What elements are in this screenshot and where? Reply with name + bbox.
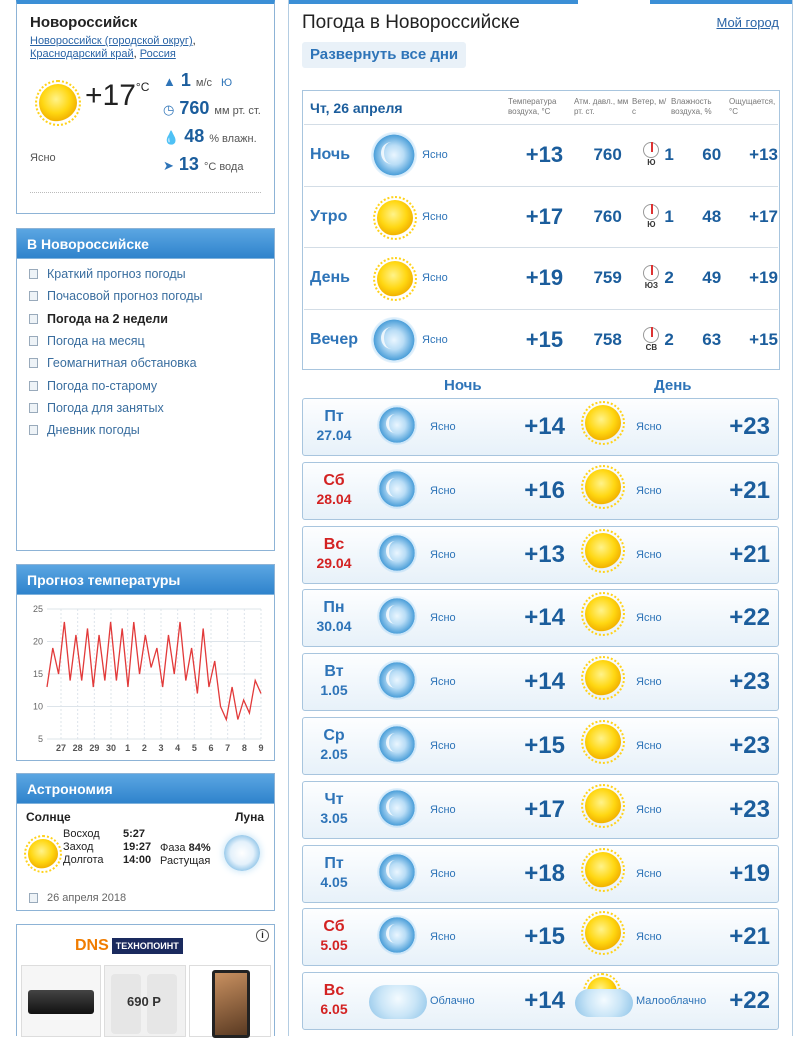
night-temp: +15 [524, 923, 565, 951]
fish-icon: ➤ [163, 158, 174, 173]
period-icon-wrap [369, 192, 416, 242]
wind-dir: Ю [647, 219, 656, 229]
astronomy-title: Астрономия [17, 774, 274, 804]
period-icon-wrap [369, 253, 416, 303]
wind-speed: 2 [664, 268, 674, 287]
night-desc: Ясно [430, 421, 456, 433]
x-tick-label: 3 [158, 743, 164, 753]
col-feels: Ощущается, °С [729, 97, 776, 116]
page-icon [29, 314, 38, 324]
ad-logo [75, 937, 183, 955]
city-menu-item-label: Почасовой прогноз погоды [47, 289, 203, 304]
moon-phase [160, 842, 211, 868]
moon-label: Луна [234, 810, 264, 824]
page-icon [29, 358, 38, 368]
period-wind [622, 265, 674, 291]
x-tick-label: 8 [241, 743, 247, 753]
forecast-day-row[interactable] [302, 589, 779, 647]
phase-label: Фаза [160, 842, 186, 854]
wind-unit: м/с [195, 77, 213, 89]
period-pressure: 760 [593, 145, 622, 164]
period-wind [622, 142, 674, 168]
wind-line [163, 70, 232, 91]
wind-arrow-icon: ▲ [163, 74, 176, 89]
period-temp: +15 [525, 326, 564, 352]
page-icon [29, 291, 38, 301]
moon-icon [377, 660, 417, 700]
y-tick-label: 5 [37, 734, 43, 744]
period-pressure: 760 [593, 206, 622, 226]
temp-chart-card [16, 564, 275, 761]
wind-dir: Ю [647, 158, 656, 167]
moon-icon [371, 317, 417, 363]
pressure-line [163, 98, 261, 119]
ad-banner[interactable] [16, 924, 275, 1036]
weekday: Сб [323, 471, 345, 489]
weekday: Вс [323, 535, 345, 553]
night-desc: Ясно [430, 484, 456, 497]
night-desc: Ясно [430, 803, 456, 816]
city-menu-item[interactable] [17, 308, 274, 330]
period-feels: +13 [749, 145, 779, 164]
divider [30, 192, 261, 193]
forecast-day-row[interactable] [302, 717, 779, 775]
weekday: Пт [324, 854, 344, 872]
city-menu [16, 228, 275, 551]
city-menu-item-label: Геомагнитная обстановка [47, 356, 197, 371]
water-unit: °C вода [203, 161, 244, 173]
city-menu-item-label: Дневник погоды [47, 423, 140, 438]
night-temp: +15 [524, 732, 565, 759]
day-desc: Малооблачно [636, 995, 707, 1008]
tablet-image [212, 970, 250, 1038]
day-temp: +23 [729, 795, 770, 823]
forecast-day-row[interactable] [302, 972, 779, 1030]
period-desc: Ясно [422, 149, 448, 161]
day-length: 14:00 [123, 854, 152, 866]
day-desc: Ясно [636, 740, 662, 752]
sun-icon [585, 405, 621, 441]
temp-series-line [47, 622, 261, 720]
day-date [303, 535, 365, 573]
temp-chart [17, 597, 274, 757]
night-desc: Ясно [430, 676, 456, 689]
moon-icon [371, 132, 417, 178]
city-menu-item[interactable] [17, 419, 274, 441]
weekday: Пт [324, 408, 344, 425]
current-weather-card [16, 0, 275, 214]
moon-icon [377, 788, 417, 828]
sun-icon [585, 852, 621, 888]
day-desc: Ясно [636, 484, 662, 497]
period-icon-wrap [369, 315, 416, 365]
gauge-icon: ◷ [163, 102, 175, 117]
date: 4.05 [320, 873, 348, 890]
day-date [303, 598, 365, 636]
page-icon [29, 336, 38, 346]
period-wind [622, 204, 674, 230]
y-tick-label: 10 [32, 701, 43, 712]
rise-time: 5:27 [123, 828, 146, 840]
date: 6.05 [320, 1001, 348, 1018]
y-tick-label: 15 [32, 669, 43, 679]
night-temp: +14 [524, 668, 565, 696]
ad-product-2[interactable] [104, 965, 186, 1037]
city-name: Новороссийск [30, 14, 138, 31]
moon-icon [377, 915, 417, 955]
humidity-line [163, 126, 257, 147]
night-desc: Облачно [430, 995, 475, 1008]
expand-all-button[interactable]: Развернуть все дни [302, 42, 466, 68]
day-temp: +21 [729, 476, 770, 504]
day-date [303, 854, 365, 892]
calendar-icon [29, 893, 38, 903]
day-temp: +21 [729, 540, 770, 568]
period-feels: +17 [749, 206, 779, 226]
night-temp: +14 [524, 413, 565, 440]
sun-times [63, 828, 151, 867]
ad-price: 690 Р [127, 994, 161, 1009]
temp-unit: °C [135, 80, 150, 94]
moon-icon [377, 405, 417, 445]
period-humidity: 60 [702, 145, 722, 164]
page-icon [29, 425, 38, 435]
x-tick-label: 7 [225, 743, 231, 753]
night-desc: Ясно [430, 867, 456, 880]
page-icon [29, 403, 38, 413]
wind-compass-icon [642, 327, 660, 353]
day-temp: +23 [729, 413, 770, 440]
region-links: Новороссийск (городской округ), Краснодарский край, Россия [30, 35, 196, 60]
wind-speed: 1 [664, 145, 674, 164]
page-icon [29, 381, 38, 391]
wind-speed: 2 [664, 329, 674, 349]
period-temp: +13 [525, 142, 564, 167]
period-pressure: 759 [593, 268, 622, 287]
wind-speed: 1 [664, 206, 674, 226]
tab-marker [578, 0, 650, 4]
period-name: Утро [310, 207, 348, 225]
day-date [303, 726, 365, 764]
forecast-day-row[interactable] [302, 462, 779, 520]
cloud-icon [575, 989, 633, 1017]
humidity-unit: % влажн. [209, 133, 257, 145]
x-tick-label: 4 [175, 743, 181, 753]
col-wind: Ветер, м/с [632, 97, 667, 116]
cloud-icon [369, 985, 427, 1019]
night-desc: Ясно [430, 740, 456, 752]
city-menu-item-label: Погода на 2 недели [47, 311, 168, 326]
rise-label: Восход [63, 828, 100, 840]
city-menu-item-label: Погода на месяц [47, 334, 145, 349]
day-desc: Ясно [636, 867, 662, 880]
region-link-country[interactable]: Россия [139, 48, 176, 60]
city-menu-item[interactable] [17, 397, 274, 419]
region-link-krai[interactable]: Краснодарский край [30, 48, 134, 60]
city-menu-item[interactable] [17, 374, 274, 396]
water-line [163, 154, 243, 175]
moon-icon [224, 835, 260, 871]
sun-icon [585, 469, 621, 505]
city-menu-title: В Новороссийске [17, 229, 274, 259]
night-temp: +14 [524, 987, 565, 1015]
night-temp: +16 [524, 476, 565, 504]
day-temp: +19 [729, 859, 770, 887]
forecast-day-row[interactable] [302, 653, 779, 711]
moon-icon [377, 533, 417, 573]
wind-compass-icon [642, 142, 660, 168]
forecast-day-row[interactable] [302, 845, 779, 903]
weekday: Сб [323, 918, 345, 936]
x-tick-label: 29 [89, 743, 100, 753]
sun-icon [585, 660, 621, 696]
current-temp-value: +17 [85, 79, 136, 112]
main-top-bar [289, 0, 792, 4]
period-desc: Ясно [422, 272, 448, 284]
city-menu-item[interactable] [17, 285, 274, 307]
day-date [303, 790, 365, 828]
x-tick-label: 27 [55, 743, 67, 753]
current-temp [85, 79, 149, 113]
y-tick-label: 20 [32, 636, 43, 647]
my-city-link[interactable]: Мой город [716, 15, 779, 30]
weekday: Вт [324, 663, 344, 681]
ad-product-3[interactable] [189, 965, 271, 1037]
sun-icon [28, 839, 58, 869]
forecast-day-row[interactable] [302, 908, 779, 966]
x-tick-label: 5 [191, 743, 197, 753]
weekday: Вс [323, 982, 345, 1000]
pressure-unit: мм рт. ст. [214, 105, 261, 117]
date: 27.04 [316, 427, 352, 443]
period-humidity: 49 [702, 268, 722, 287]
weekday: Пн [323, 599, 345, 617]
weekday: Ср [323, 727, 345, 744]
pressure-value: 760 [179, 98, 210, 118]
night-temp: +18 [524, 859, 565, 887]
date: 28.04 [316, 490, 352, 507]
forecast-day-row[interactable] [302, 398, 779, 456]
sun-icon [585, 533, 621, 569]
ad-brand-dns: DNS [75, 937, 109, 954]
city-menu-item-label: Краткий прогноз погоды [47, 267, 186, 282]
period-row [304, 247, 778, 308]
day-temp: +21 [729, 923, 770, 951]
today-header [303, 91, 779, 124]
period-row [304, 186, 778, 247]
sun-icon [39, 84, 77, 122]
wind-compass-icon [642, 265, 660, 291]
set-time: 19:27 [123, 841, 152, 853]
today-date: Чт, 26 апреля [310, 100, 403, 116]
period-temp: +19 [525, 265, 564, 290]
wind-compass-icon [642, 204, 660, 230]
x-tick-label: 6 [208, 743, 214, 753]
col-press: Атм. давл., мм рт. ст. [574, 97, 629, 116]
day-desc: Ясно [636, 931, 662, 944]
wind-dir: ЮЗ [644, 281, 659, 290]
period-feels: +19 [749, 268, 779, 287]
day-temp: +23 [729, 668, 770, 696]
night-temp: +13 [524, 540, 565, 568]
weekday: Чт [324, 790, 344, 808]
city-menu-item-label: Погода для занятых [47, 400, 164, 415]
city-menu-item-label: Погода по-старому [47, 378, 158, 393]
period-pressure: 758 [593, 329, 622, 349]
period-feels: +15 [749, 329, 779, 349]
period-humidity: 63 [702, 329, 722, 349]
region-link-district[interactable]: Новороссийск (городской округ) [30, 35, 193, 47]
astronomy-date [29, 892, 126, 904]
today-table [302, 90, 780, 370]
forecast-day-row[interactable] [302, 526, 779, 584]
period-desc: Ясно [422, 333, 448, 346]
day-desc: Ясно [636, 676, 662, 689]
wind-speed: 1 [180, 70, 191, 90]
moon-state: Растущая [160, 855, 211, 867]
moon-icon [377, 852, 417, 892]
x-tick-label: 1 [125, 743, 131, 753]
day-desc: Ясно [636, 421, 662, 433]
tv-box-image [28, 990, 94, 1014]
x-tick-label: 28 [72, 743, 83, 753]
y-tick-label: 25 [32, 604, 43, 614]
phase-value: 84% [188, 842, 211, 854]
period-humidity: 48 [702, 206, 722, 226]
day-label: День [654, 377, 692, 394]
sun-icon [377, 261, 413, 297]
night-desc: Ясно [430, 548, 456, 561]
city-menu-list [17, 259, 274, 441]
ad-info-icon[interactable]: i [256, 929, 269, 942]
period-desc: Ясно [422, 210, 448, 223]
day-temp: +22 [729, 604, 770, 632]
period-wind [622, 327, 674, 353]
day-date [303, 981, 365, 1019]
ad-product-1[interactable] [21, 965, 101, 1037]
night-label: Ночь [444, 377, 482, 394]
drop-icon: 💧 [163, 130, 180, 145]
day-date [303, 662, 365, 700]
day-date [303, 917, 365, 955]
period-name: Вечер [310, 330, 359, 348]
night-desc: Ясно [430, 931, 456, 944]
day-date [303, 407, 365, 445]
date: 5.05 [320, 937, 348, 954]
day-date [303, 471, 365, 509]
day-desc: Ясно [636, 803, 662, 816]
x-tick-label: 9 [258, 743, 264, 753]
date: 1.05 [320, 682, 348, 699]
date: 30.04 [316, 618, 352, 635]
day-temp: +23 [729, 732, 770, 759]
date: 29.04 [316, 554, 352, 571]
sun-icon [585, 915, 621, 951]
forecast-day-row[interactable] [302, 781, 779, 839]
astronomy-card [16, 773, 275, 911]
ad-brand-tp: ТЕХНОПОИНТ [112, 938, 183, 954]
period-row [304, 124, 778, 185]
night-temp: +14 [524, 604, 565, 632]
temp-chart-title: Прогноз температуры [17, 565, 274, 595]
current-condition: Ясно [30, 152, 56, 164]
city-menu-item[interactable] [17, 263, 274, 285]
moon-icon [377, 469, 417, 509]
city-menu-item[interactable] [17, 330, 274, 352]
night-temp: +17 [524, 795, 565, 823]
sun-icon [585, 596, 621, 632]
page-title: Погода в Новороссийске [302, 12, 520, 33]
period-name: День [310, 269, 350, 286]
moon-icon [377, 596, 417, 636]
sun-icon [585, 788, 621, 824]
length-label: Долгота [63, 854, 104, 866]
day-desc: Ясно [636, 548, 662, 561]
day-temp: +22 [729, 987, 770, 1015]
date: 3.05 [320, 809, 348, 826]
page-icon [29, 269, 38, 279]
period-temp: +17 [525, 203, 564, 229]
date: 2.05 [320, 746, 348, 762]
date-text: 26 апреля 2018 [47, 892, 127, 904]
period-row [304, 309, 778, 370]
period-name: Ночь [310, 146, 351, 163]
moon-icon [377, 724, 417, 764]
day-desc: Ясно [636, 612, 662, 625]
x-tick-label: 2 [141, 743, 147, 753]
col-hum: Влажность воздуха, % [671, 97, 712, 116]
sun-label: Солнце [26, 810, 71, 824]
wind-dir: Ю [221, 77, 233, 89]
wind-dir: СВ [645, 342, 658, 352]
humidity-value: 48 [184, 126, 205, 146]
x-tick-label: 30 [105, 743, 117, 753]
sun-icon [377, 200, 413, 236]
city-menu-item[interactable] [17, 352, 274, 374]
col-temp: Температура воздуха, °С [508, 97, 557, 116]
water-value: 13 [178, 154, 199, 174]
sun-icon [585, 724, 621, 760]
night-desc: Ясно [430, 612, 456, 625]
period-icon-wrap [369, 130, 416, 180]
set-label: Заход [63, 841, 94, 853]
